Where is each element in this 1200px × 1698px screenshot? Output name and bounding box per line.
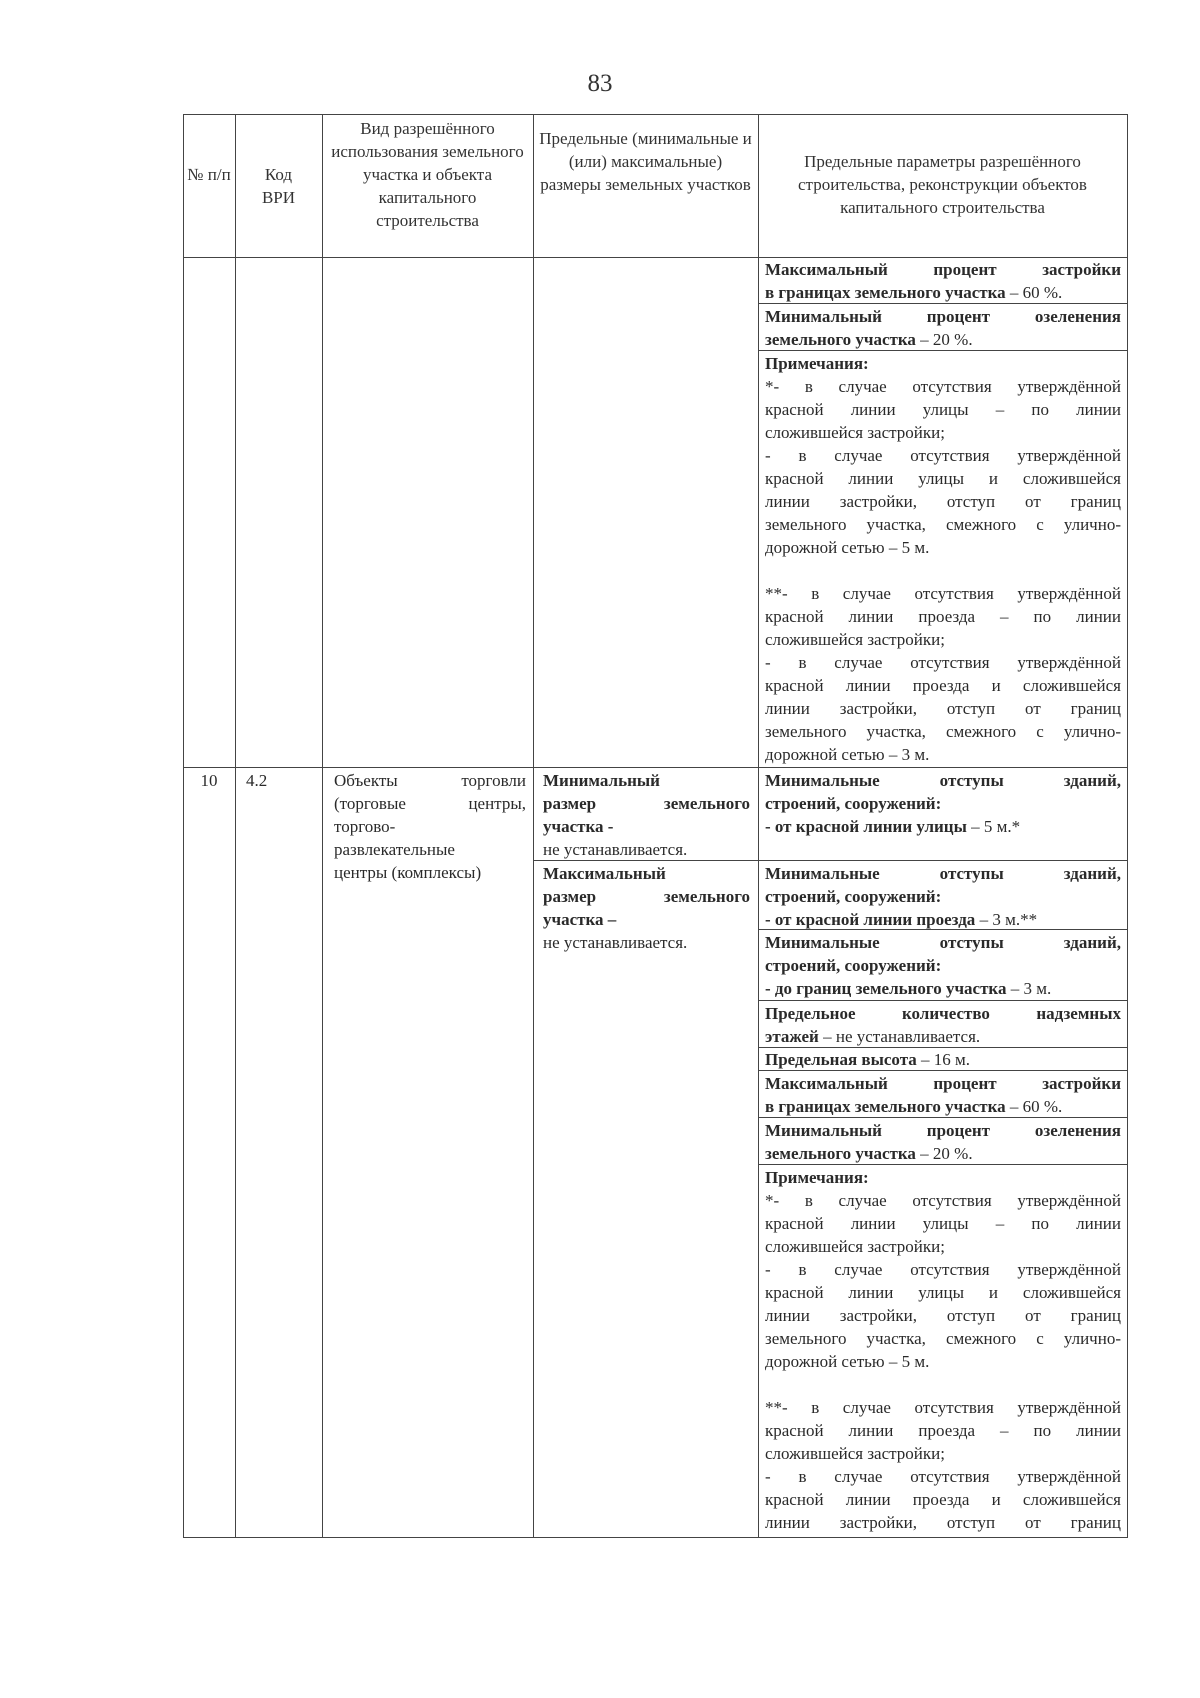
- text-line: земельного участка, смежного с улично-: [765, 515, 1121, 534]
- text-line: сложившейся застройки;: [765, 630, 945, 649]
- text-value: – 20 %.: [915, 1144, 973, 1163]
- text-line: [765, 559, 1121, 582]
- table-border-bottom: [183, 1537, 1128, 1538]
- text-value: – 3 м.**: [975, 910, 1038, 929]
- text-line: *- в случае отсутствия утверждённой: [765, 1191, 1121, 1210]
- text-line: сложившейся застройки;: [765, 1237, 945, 1256]
- text-line: красной линии проезда – по линии: [765, 1421, 1121, 1440]
- col-divider-3: [533, 114, 534, 1538]
- indent-border: [765, 931, 1121, 1000]
- indent-passage: [765, 862, 1121, 931]
- text-line: Максимальный процент застройки: [765, 260, 1121, 279]
- text-line: Минимальный процент озеленения: [765, 307, 1121, 326]
- text-value: – 16 м.: [916, 1050, 971, 1069]
- text-line: дорожной сетью – 5 м.: [765, 1352, 930, 1371]
- text-line: не устанавливается.: [543, 840, 688, 859]
- text-line: сложившейся застройки;: [765, 423, 945, 442]
- text-line: - в случае отсутствия утверждённой: [765, 653, 1121, 672]
- text-line: красной линии улицы – по линии: [765, 400, 1121, 419]
- text-line: красной линии проезда и сложившейся: [765, 1490, 1121, 1509]
- text-line: дорожной сетью – 3 м.: [765, 745, 930, 764]
- text-line: [765, 1373, 1121, 1396]
- row10-code: 4.2: [246, 771, 268, 790]
- col-divider-4: [758, 114, 759, 1538]
- text-line: земельного участка, смежного с улично-: [765, 722, 1121, 741]
- text-line: центры (комплексы): [334, 863, 482, 882]
- header-use-type: Вид разрешённого использования земельного участка и объекта капитального строительства: [331, 119, 524, 230]
- min-green-percent: [765, 1119, 1121, 1165]
- text-line: Максимальный: [543, 864, 666, 883]
- text-bold: Предельная высота: [765, 1050, 917, 1069]
- notes-title: Примечания:: [765, 1168, 869, 1187]
- header-build-params: Предельные параметры разрешённого строительства, реконструкции объектов капитального строительства: [798, 152, 1087, 217]
- table-border-right: [1127, 114, 1128, 1538]
- text-line: строений, сооружений:: [765, 794, 942, 813]
- col-divider-1: [235, 114, 236, 1538]
- text-line: Минимальные отступы зданий,: [765, 771, 1121, 790]
- max-build-percent-prev: [765, 258, 1121, 304]
- notes-prev: [765, 352, 1121, 766]
- col-divider-2: [322, 114, 323, 1538]
- text-line: дорожной сетью – 5 м.: [765, 538, 930, 557]
- text-line: линии застройки, отступ от границ: [765, 492, 1121, 511]
- notes-title: Примечания:: [765, 354, 869, 373]
- text-line: красной линии улицы – по линии: [765, 1214, 1121, 1233]
- header-plot-sizes: Предельные (минимальные и (или) максимальные) размеры земельных участков: [539, 129, 752, 194]
- text-line: (торговые центры,: [334, 794, 526, 813]
- text-line: красной линии улицы и сложившейся: [765, 1283, 1121, 1302]
- text-line: линии застройки, отступ от границ: [765, 1306, 1121, 1325]
- text-value: – не устанавливается.: [818, 1027, 981, 1046]
- row10-min-size: [543, 769, 750, 861]
- text-value: – 3 м.: [1006, 979, 1052, 998]
- text-line: - в случае отсутствия утверждённой: [765, 1467, 1121, 1486]
- text-line: Минимальные отступы зданий,: [765, 864, 1121, 883]
- text-line: участка -: [543, 817, 614, 836]
- text-bold: в границах земельного участка: [765, 1097, 1006, 1116]
- text-bold: земельного участка: [765, 330, 916, 349]
- text-line: красной линии улицы и сложившейся: [765, 469, 1121, 488]
- text-line: сложившейся застройки;: [765, 1444, 945, 1463]
- text-bold: - от красной линии проезда: [765, 910, 976, 929]
- table-border-top: [183, 114, 1128, 115]
- text-line: размер земельного: [543, 794, 750, 813]
- text-line: **- в случае отсутствия утверждённой: [765, 584, 1121, 603]
- row10-max-size: [543, 862, 750, 954]
- table-border-left: [183, 114, 184, 1538]
- text-line: Объекты торговли: [334, 771, 526, 790]
- text-value: – 60 %.: [1005, 1097, 1063, 1116]
- row10-use-name: [334, 769, 526, 884]
- header-code: Код ВРИ: [261, 165, 296, 207]
- text-bold: - от красной линии улицы: [765, 817, 967, 836]
- text-line: **- в случае отсутствия утверждённой: [765, 1398, 1121, 1417]
- row10-top-rule: [183, 767, 1128, 768]
- text-line: линии застройки, отступ от границ: [765, 1513, 1121, 1532]
- text-line: *- в случае отсутствия утверждённой: [765, 377, 1121, 396]
- text-line: Минимальный процент озеленения: [765, 1121, 1121, 1140]
- text-line: красной линии проезда – по линии: [765, 607, 1121, 626]
- row-divider: [758, 1000, 1128, 1001]
- text-value: – 5 м.*: [966, 817, 1021, 836]
- text-line: Предельное количество надземных: [765, 1004, 1121, 1023]
- max-floors: [765, 1002, 1121, 1048]
- text-line: не устанавливается.: [543, 933, 688, 952]
- text-line: размер земельного: [543, 887, 750, 906]
- max-build-percent: [765, 1072, 1121, 1118]
- indent-street: [765, 769, 1121, 838]
- text-line: торгово-: [334, 817, 396, 836]
- text-line: Минимальный: [543, 771, 660, 790]
- text-line: линии застройки, отступ от границ: [765, 699, 1121, 718]
- text-line: строений, сооружений:: [765, 956, 942, 975]
- text-value: – 60 %.: [1005, 283, 1063, 302]
- text-line: участка –: [543, 910, 617, 929]
- text-bold: в границах земельного участка: [765, 283, 1006, 302]
- max-height: [765, 1048, 1121, 1071]
- header-num: № п/п: [187, 165, 231, 184]
- text-line: Минимальные отступы зданий,: [765, 933, 1121, 952]
- text-bold: - до границ земельного участка: [765, 979, 1007, 998]
- text-line: земельного участка, смежного с улично-: [765, 1329, 1121, 1348]
- text-value: – 20 %.: [915, 330, 973, 349]
- text-bold: этажей: [765, 1027, 819, 1046]
- text-line: - в случае отсутствия утверждённой: [765, 446, 1121, 465]
- page-number: 83: [587, 70, 613, 97]
- notes: [765, 1166, 1121, 1534]
- row10-num: 10: [200, 771, 218, 790]
- text-line: красной линии проезда и сложившейся: [765, 676, 1121, 695]
- min-green-percent-prev: [765, 305, 1121, 351]
- text-bold: земельного участка: [765, 1144, 916, 1163]
- text-line: строений, сооружений:: [765, 887, 942, 906]
- text-line: развлекательные: [334, 840, 455, 859]
- text-line: - в случае отсутствия утверждённой: [765, 1260, 1121, 1279]
- text-line: Максимальный процент застройки: [765, 1074, 1121, 1093]
